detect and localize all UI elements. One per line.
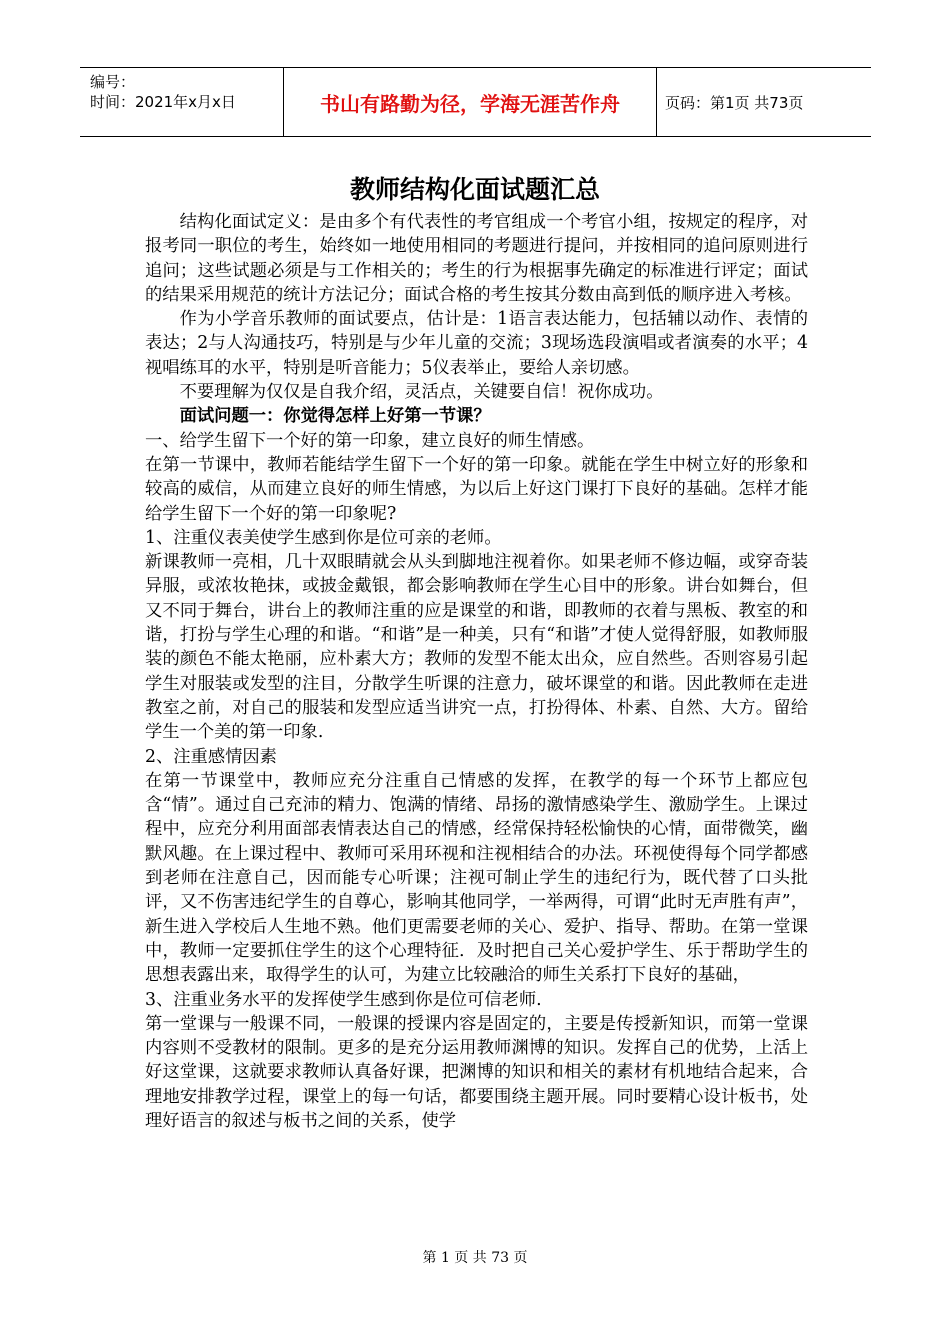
paragraph-encouragement: 不要理解为仅仅是自我介绍，灵活点，关键要自信！祝你成功。 (179, 382, 664, 403)
paragraph-appearance: 新课教师一亮相，几十双眼睛就会从头到脚地注视着你。如果老师不修边幅，或穿奇装异服，或浓妆艳抹，或披金戴银，都会影响教师在学生心目中的形象。讲台如舞台，但又不同于舞台，讲台上的教师注重的应是课堂的和谐，即教师的衣着与黑板、教室的和谐，打扮与学生心理的和谐。“和谐”是一种美，只有“和谐”才使人觉得舒服，如教师服装的颜色不能太艳丽，应朴素大方；教师的发型不能太出众，应自然些。否则容易引起学生对服装或发型的注目，分散学生听课的注意力，破坏课堂的和谐。因此教师在走进教室之前，对自己的服装和发型应适当讲究一点，打扮得体、朴素、自然、大方。留给学生一个美的第一印象. (145, 552, 808, 743)
section-heading-1: 一、给学生留下一个好的第一印象，建立良好的师生情感。 (145, 430, 595, 451)
header-number: 编号： (90, 73, 136, 91)
header-page-info: 页码：第1页 共73页 (665, 93, 804, 112)
page-footer: 第 1 页 共 73 页 (422, 1250, 528, 1266)
header-meta (90, 72, 270, 112)
header-motto: 书山有路勤为径，学海无涯苦作舟 (283, 68, 657, 136)
subheading-expertise: 3、注重业务水平的发挥使学生感到你是位可信老师. (145, 989, 542, 1010)
document-body (145, 210, 808, 1133)
document-title: 教师结构化面试题汇总 (349, 175, 600, 204)
header-time: 时间：2021年x月x日 (90, 93, 236, 111)
subheading-emotion: 2、注重感情因素 (145, 746, 277, 767)
paragraph-expertise: 第一堂课与一般课不同，一般课的授课内容是固定的，主要是传授新知识，而第一堂课内容则不受教材的限制。更多的是充分运用教师渊博的知识。发挥自己的优势，上活上好这堂课，这就要求教师认真备好课，把渊博的知识和相关的素材有机地结合起来，合理地安排教学过程，课堂上的每一句话，都要围绕主题开展。同时要精心设计板书，处理好语言的叙述与板书之间的关系，使学 (145, 1013, 808, 1131)
paragraph-definition: 结构化面试定义：是由多个有代表性的考官组成一个考官小组，按规定的程序，对报考同一职位的考生，始终如一地使用相同的考题进行提问，并按相同的追问原则进行追问；这些试题必须是与工作相关的；考生的行为根据事先确定的标准进行评定；面试的结果采用规范的统计方法记分；面试合格的考生按其分数由高到低的顺序进入考核。 (145, 212, 808, 305)
paragraph-first-impression: 在第一节课中，教师若能结学生留下一个好的第一印象。就能在学生中树立好的形象和较高的威信，从而建立良好的师生情感，为以后上好这门课打下良好的基础。怎样才能给学生留下一个好的第一印象呢? (145, 454, 808, 524)
subheading-appearance: 1、注重仪表美使学生感到你是位可亲的老师。 (145, 527, 502, 548)
page-header (80, 67, 871, 137)
paragraph-emotion: 在第一节课堂中，教师应充分注重自己情感的发挥，在教学的每一个环节上都应包含“情”。通过自己充沛的精力、饱满的情绪、昂扬的激情感染学生、激励学生。上课过程中，应充分利用面部表情表达自己的情感，经常保持轻松愉快的心情，面带微笑，幽默风趣。在上课过程中、教师可采用环视和注视相结合的办法。环视使得每个同学都感到老师在注意自己，因而能专心听课；注视可制止学生的违纪行为，既代替了口头批评，又不伤害违纪学生的自尊心，影响其他同学，一举两得，可谓“此时无声胜有声”，新生进入学校后人生地不熟。他们更需要老师的关心、爱护、指导、帮助。在第一堂课中，教师一定要抓住学生的这个心理特征．及时把自己关心爱护学生、乐于帮助学生的思想表露出来，取得学生的认可，为建立比较融洽的师生关系打下良好的基础， (145, 770, 808, 986)
paragraph-interview-points: 作为小学音乐教师的面试要点，估计是：1语言表达能力，包括辅以动作、表情的表达；2与人沟通技巧，特别是与少年儿童的交流；3现场选段演唱或者演奏的水平；4视唱练耳的水平，特别是听音能力；5仪表举止，要给人亲切感。 (145, 309, 808, 378)
question-heading: 面试问题一：你觉得怎样上好第一节课？ (179, 406, 491, 427)
